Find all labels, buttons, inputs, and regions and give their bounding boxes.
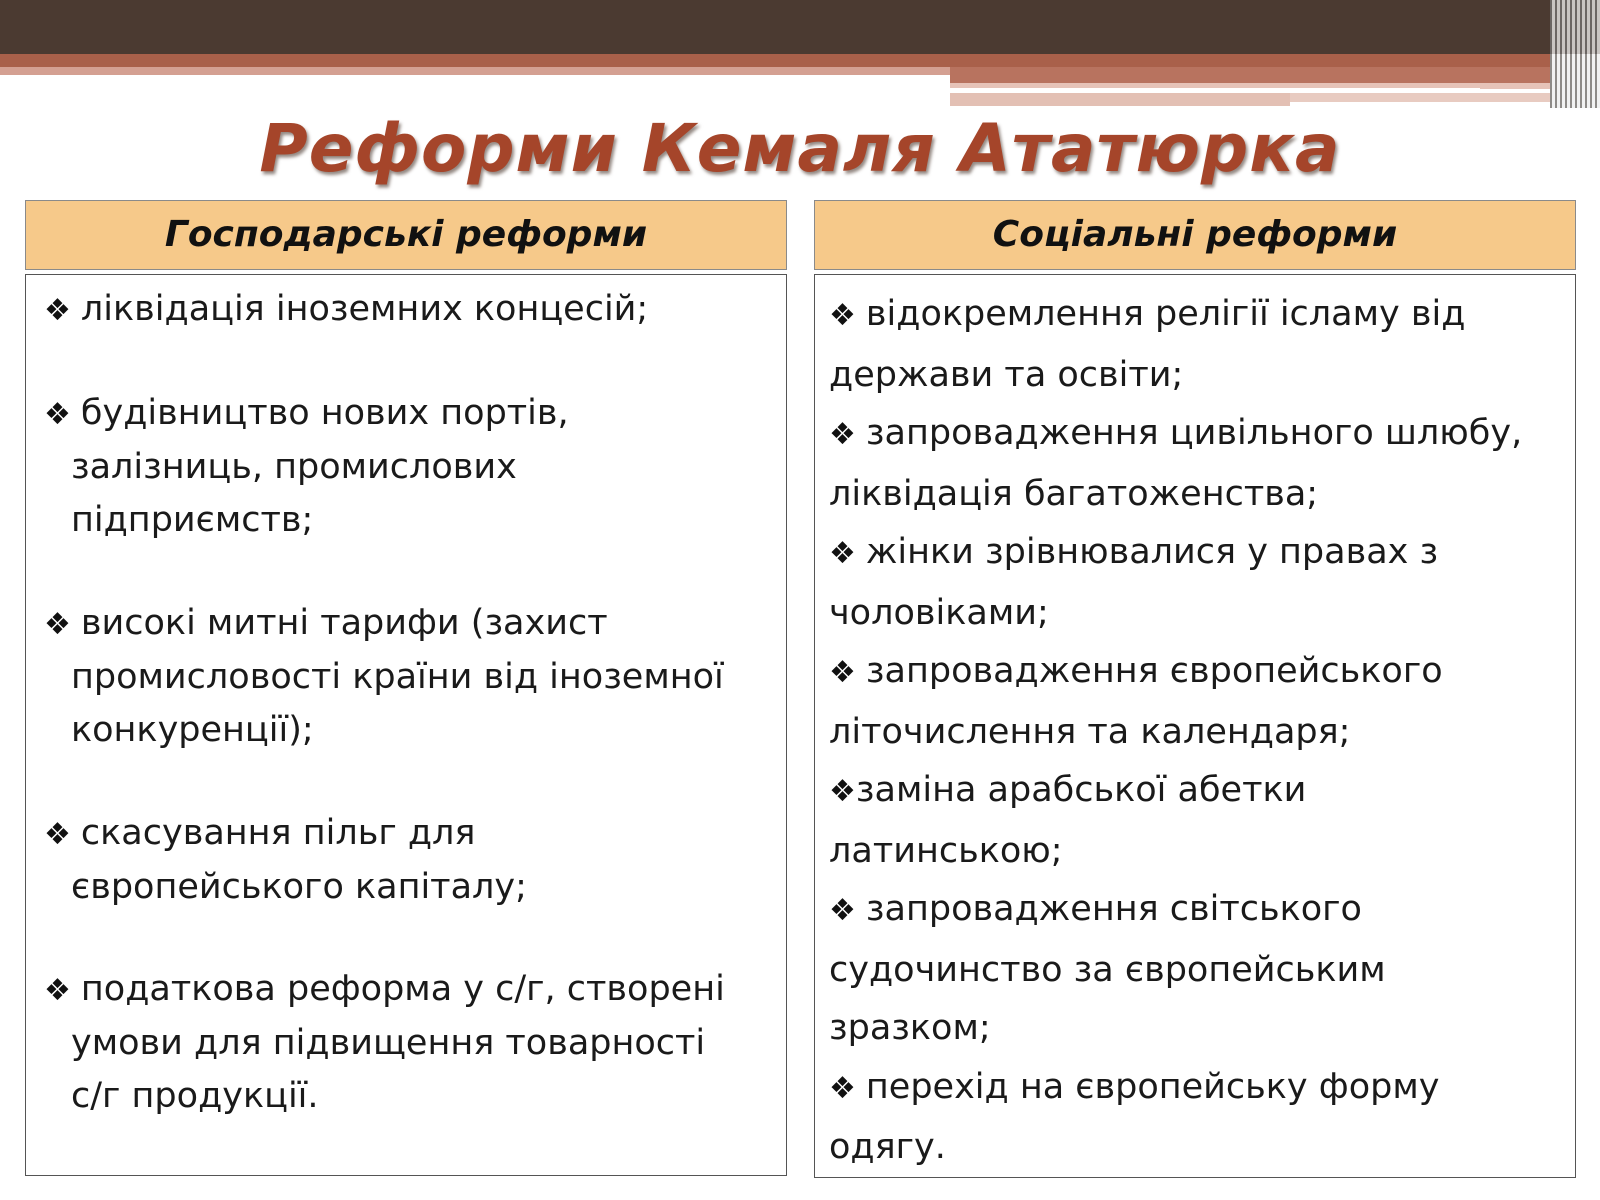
four-diamond-bullet-icon: ❖ bbox=[44, 397, 71, 432]
list-item-continuation: чоловіками; bbox=[829, 592, 1049, 633]
header-bar-dark bbox=[0, 0, 1600, 54]
four-diamond-bullet-icon: ❖ bbox=[829, 536, 856, 571]
four-diamond-bullet-icon: ❖ bbox=[44, 817, 71, 852]
header-bar-rust-light bbox=[0, 67, 950, 75]
four-diamond-bullet-icon: ❖ bbox=[829, 298, 856, 333]
list-item: ❖ будівництво нових портів, залізниць, промислових підприємств; bbox=[44, 387, 774, 547]
four-diamond-bullet-icon: ❖ bbox=[44, 607, 71, 642]
list-item: ❖ запровадження європейського bbox=[829, 642, 1569, 703]
list-item-continuation: літочислення та календаря; bbox=[829, 711, 1351, 752]
list-item-continuation: судочинство за європейським bbox=[829, 949, 1386, 990]
header-bar-rust-right bbox=[950, 67, 1560, 83]
list-item: ❖ відокремлення релігії ісламу від bbox=[829, 285, 1569, 346]
social-reforms-list bbox=[829, 285, 1569, 1177]
slide-title: Реформи Кемаля Ататюрка bbox=[259, 110, 1341, 187]
list-item-continuation: держави та освіти; bbox=[829, 354, 1184, 395]
social-reforms-box bbox=[814, 274, 1576, 1178]
list-item: ❖ податкова реформа у с/г, створені умови для підвищення товарності с/г продукції. bbox=[44, 963, 774, 1123]
four-diamond-bullet-icon: ❖ bbox=[829, 893, 856, 928]
list-item: ❖ перехід на європейську форму bbox=[829, 1058, 1569, 1119]
header-bar-pale-lower-right bbox=[1290, 93, 1560, 102]
list-item-continuation: латинською; bbox=[829, 830, 1063, 871]
four-diamond-bullet-icon: ❖ bbox=[829, 417, 856, 452]
four-diamond-bullet-icon: ❖ bbox=[829, 1070, 856, 1106]
list-item-continuation: зразком; bbox=[829, 1008, 991, 1048]
list-item: ❖заміна арабської абетки bbox=[829, 761, 1569, 822]
economic-reforms-header: Господарські реформи bbox=[25, 200, 787, 270]
list-item-continuation: ліквідація багатоженства; bbox=[829, 473, 1319, 514]
four-diamond-bullet-icon: ❖ bbox=[829, 655, 856, 690]
four-diamond-bullet-icon: ❖ bbox=[44, 293, 71, 328]
list-item: ❖ ліквідація іноземних концесій; bbox=[44, 283, 774, 337]
social-reforms-header: Соціальні реформи bbox=[814, 200, 1576, 270]
four-diamond-bullet-icon: ❖ bbox=[44, 973, 71, 1008]
four-diamond-bullet-icon: ❖ bbox=[829, 774, 856, 809]
header-stripes-decoration-top bbox=[1550, 0, 1600, 54]
list-item: ❖ скасування пільг для європейського капіталу; bbox=[44, 807, 774, 914]
list-item: ❖ запровадження світського bbox=[829, 880, 1569, 941]
header-bar-rust bbox=[0, 54, 1560, 67]
list-item: ❖ жінки зрівнювалися у правах з bbox=[829, 523, 1569, 584]
economic-reforms-box bbox=[25, 274, 787, 1176]
header-bar-white-line bbox=[950, 88, 1480, 92]
list-item: ❖ запровадження цивільного шлюбу, bbox=[829, 404, 1569, 465]
list-item: ❖ високі митні тарифи (захист промисловості країни від іноземної конкуренції); bbox=[44, 597, 774, 757]
list-item-continuation: одягу. bbox=[829, 1127, 946, 1167]
